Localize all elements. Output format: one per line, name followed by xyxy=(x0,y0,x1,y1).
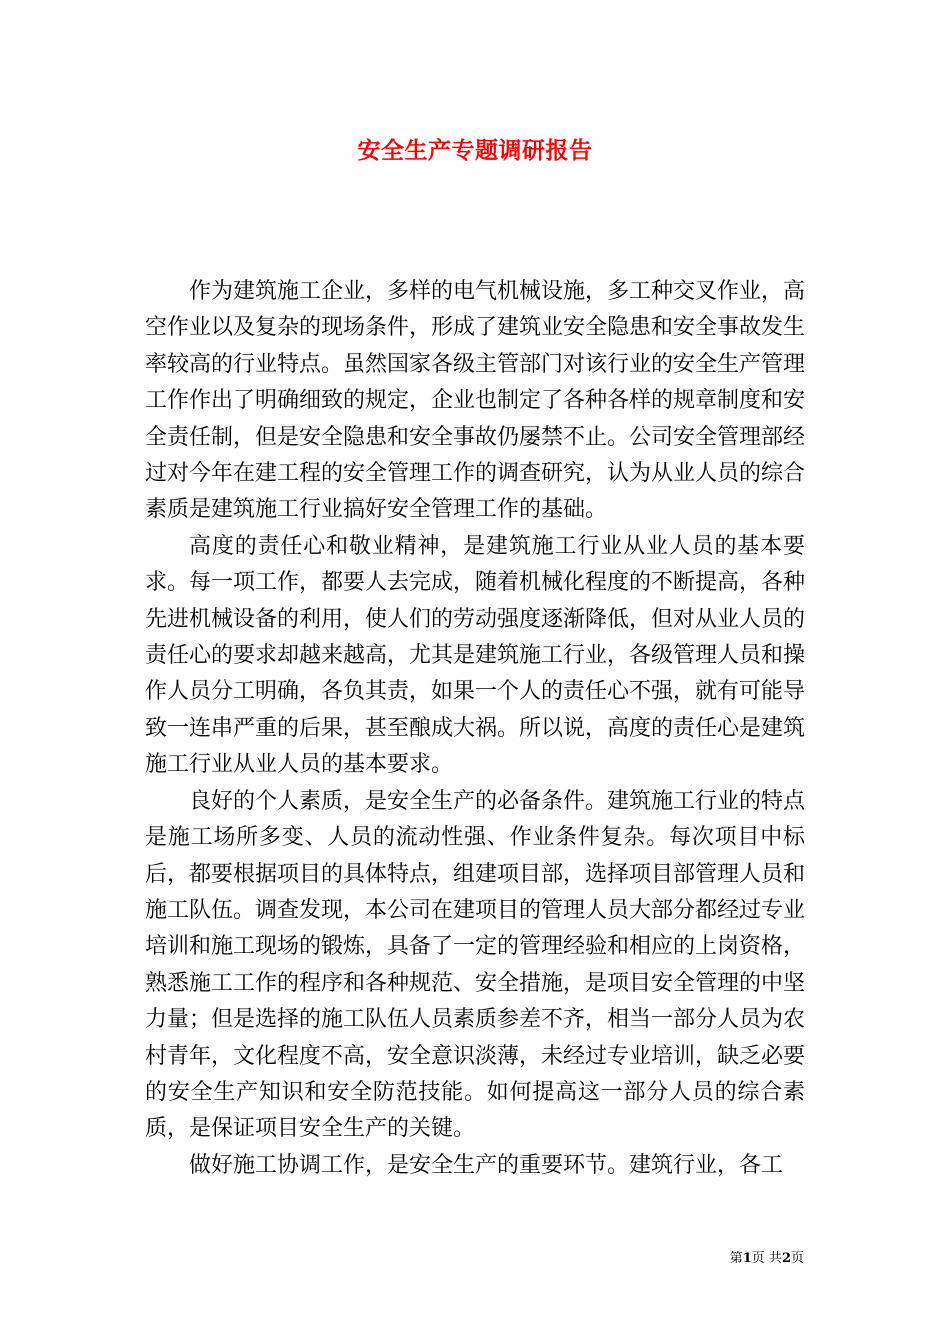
page-number-footer xyxy=(730,1247,804,1266)
paragraph-4: 做好施工协调工作，是安全生产的重要环节。建筑行业，各工 xyxy=(189,1152,784,1178)
footer-prefix: 第 xyxy=(729,1251,743,1266)
paragraph-1: 作为建筑施工企业，多样的电气机械设施，多工种交叉作业，高空作业以及复杂的现场条件，形成了建筑业安全隐患和安全事故发生率较高的行业特点。虽然国家各级主管部门对该行业的安全生产管理工作作出了明确细致的规定，企业也制定了各种各样的规章制度和安全责任制，但是安全隐患和安全事故仍屡禁不止。公司安全管理部经过对今年在建工程的安全管理工作的调查研究，认为从业人员的综合素质是建筑施工行业搞好安全管理工作的基础。 xyxy=(145,279,806,523)
current-page-number: 1 xyxy=(742,1251,752,1266)
document-body xyxy=(145,274,805,1184)
paragraph-2: 高度的责任心和敬业精神，是建筑施工行业从业人员的基本要求。每一项工作，都要人去完成，随着机械化程度的不断提高，各种先进机械设备的利用，使人们的劳动强度逐渐降低，但对从业人员的责任心的要求却越来越高，尤其是建筑施工行业，各级管理人员和操作人员分工明确，各负其责，如果一个人的责任心不强，就有可能导致一连串严重的后果，甚至酿成大祸。所以说，高度的责任心是建筑施工行业从业人员的基本要求。 xyxy=(145,533,806,778)
footer-suffix: 页 xyxy=(790,1251,804,1266)
total-page-count: 2 xyxy=(781,1251,791,1266)
footer-middle: 页 共 xyxy=(751,1251,782,1266)
paragraph-3: 良好的个人素质，是安全生产的必备条件。建筑施工行业的特点是施工场所多变、人员的流动性强、作业条件复杂。每次项目中标后，都要根据项目的具体特点，组建项目部，选择项目部管理人员和施工队伍。调查发现，本公司在建项目的管理人员大部分都经过专业培训和施工现场的锻炼，具备了一定的管理经验和相应的上岗资格，熟悉施工工作的程序和各种规范、安全措施，是项目安全管理的中坚力量；但是选择的施工队伍人员素质参差不齐，相当一部分人员为农村青年，文化程度不高，安全意识淡薄，未经过专业培训，缺乏必要的安全生产知识和安全防范技能。如何提高这一部分人员的综合素质，是保证项目安全生产的关键。 xyxy=(145,788,806,1142)
document-title: 安全生产专题调研报告 xyxy=(357,137,593,164)
